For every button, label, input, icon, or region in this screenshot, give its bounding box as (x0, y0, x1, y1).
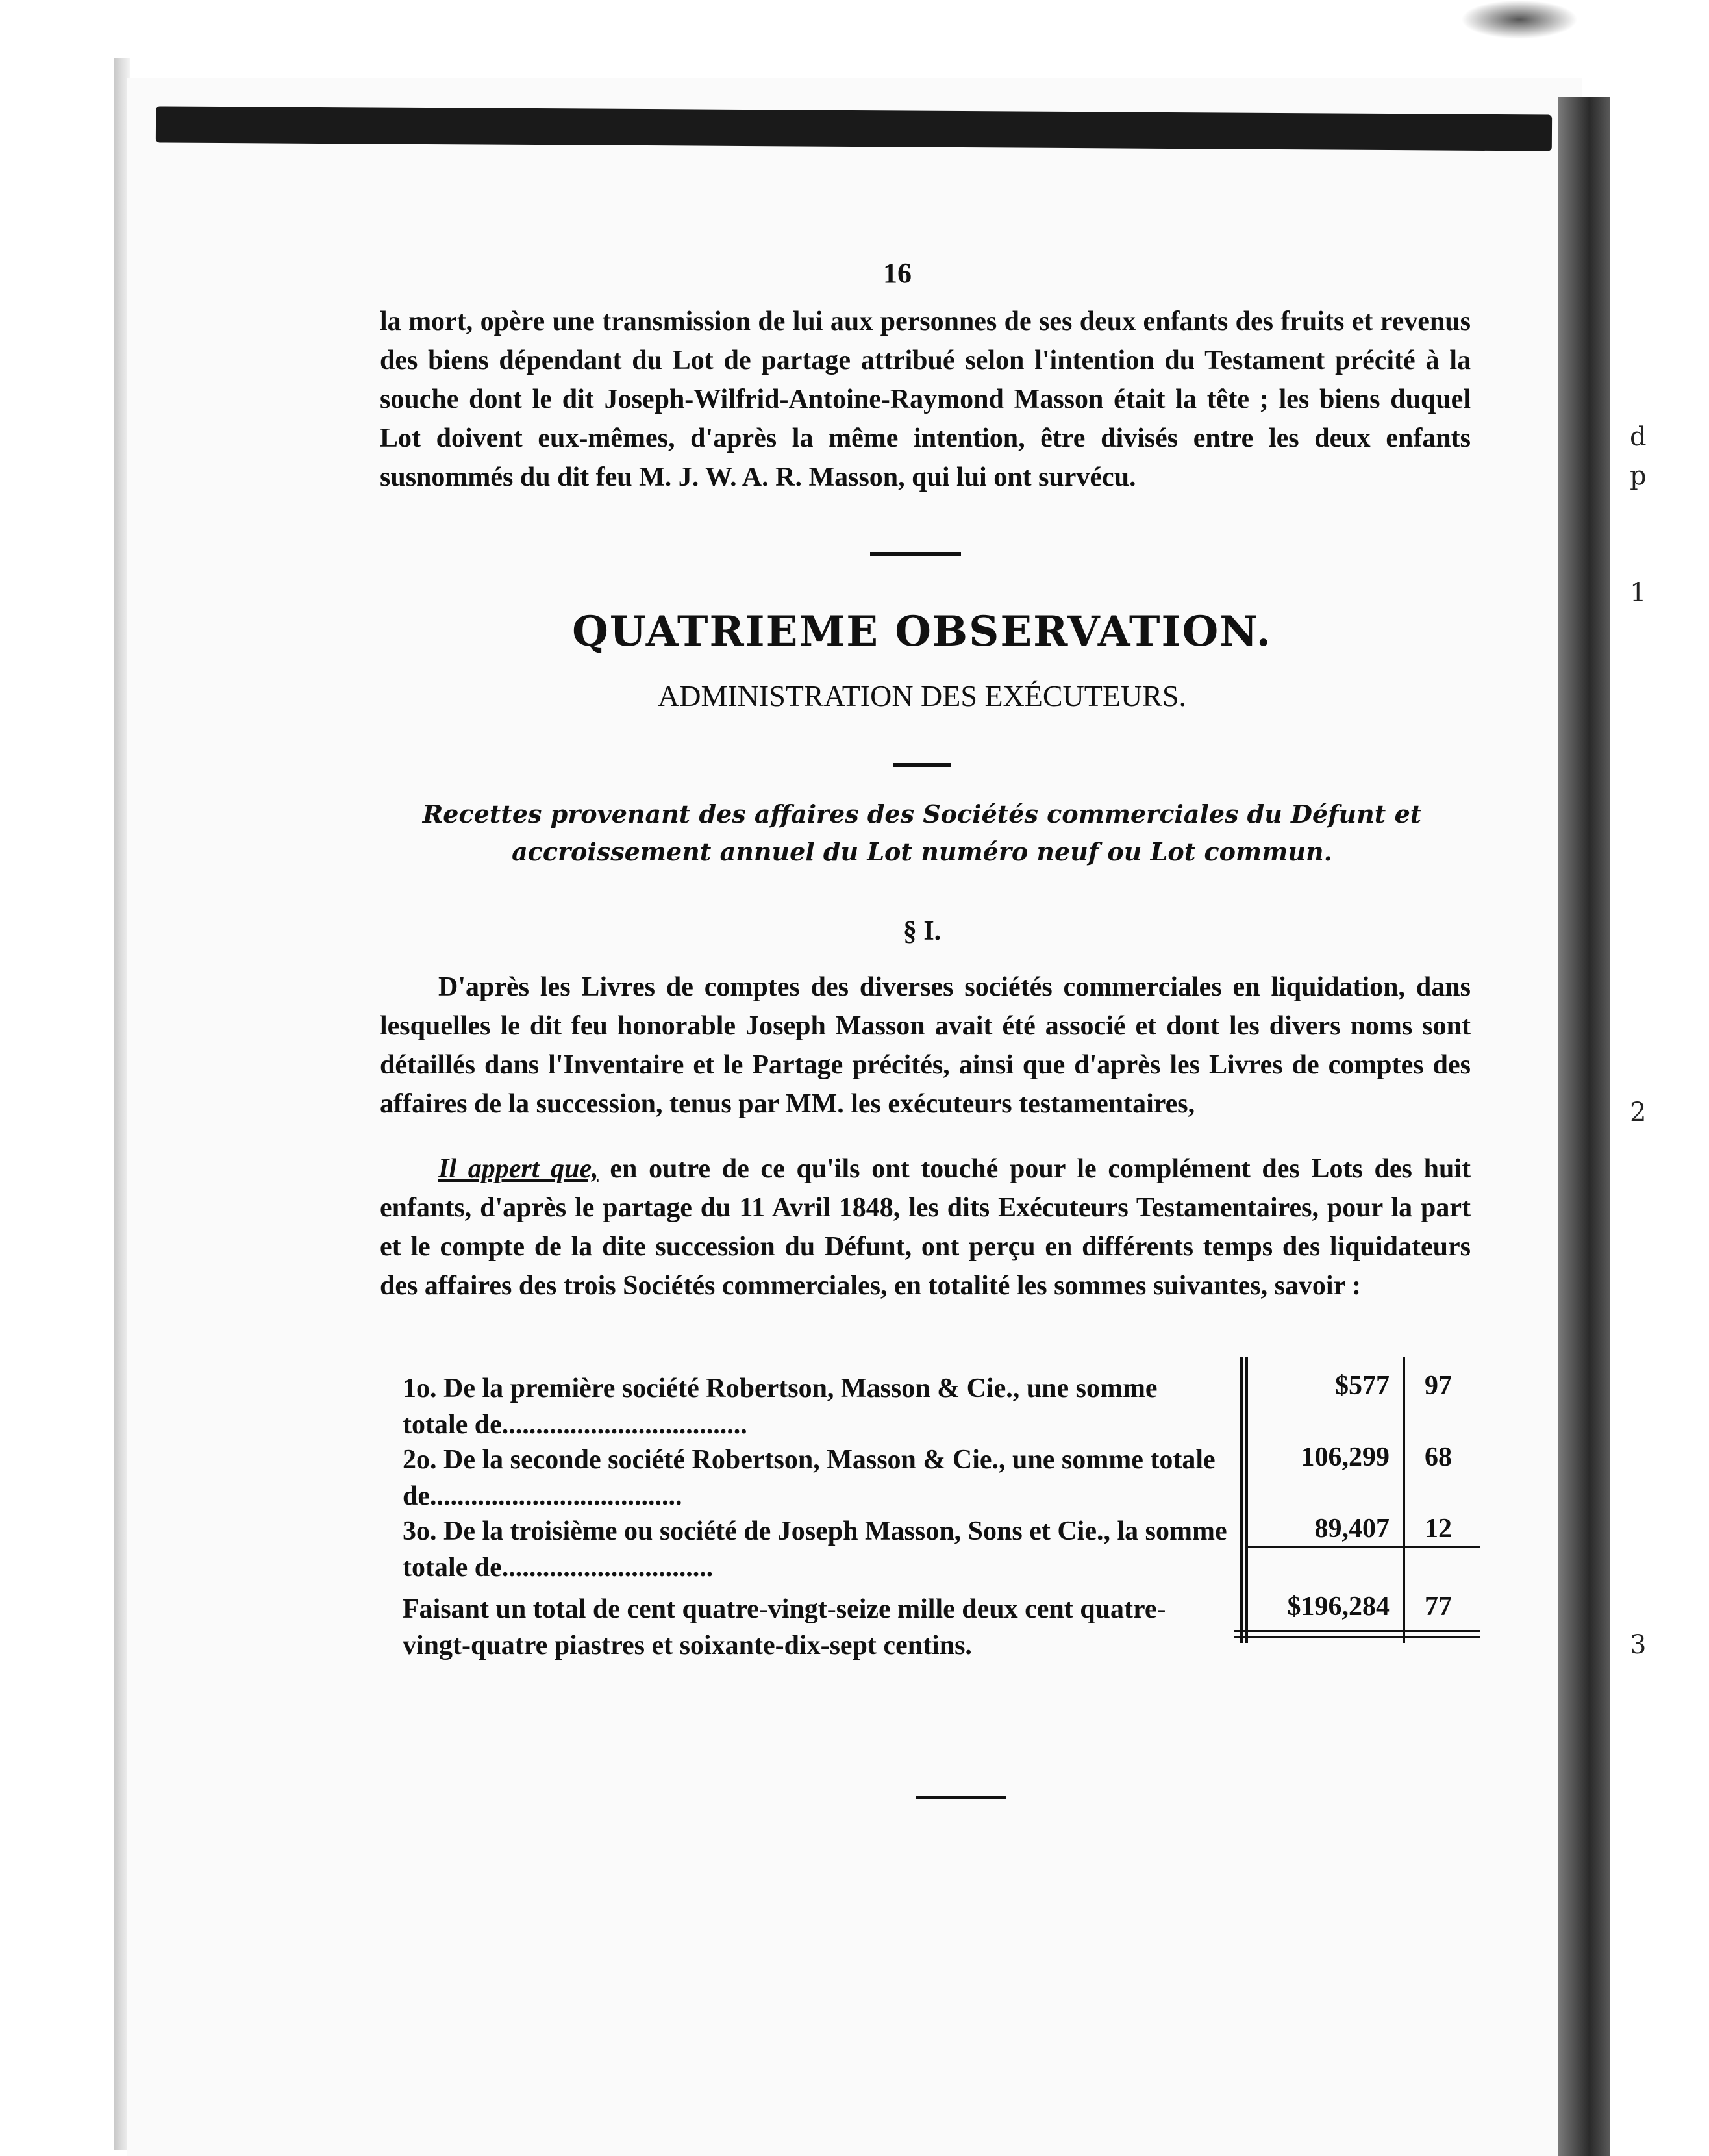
paragraph-body: en outre de ce qu'ils ont touché pour le complément des Lots des huit enfants, d'après le partage du 11 Avril 1848, les dits Exécuteurs Testamentaires, pour la part et le compte de la dite succession du Défunt, ont perçu en différents temps des liquidateurs des affaires des trois Sociétés commerciales, en totalité les sommes suivantes, savoir : (380, 1154, 1471, 1301)
paragraph-books: D'après les Livres de comptes des diverses sociétés commerciales en liquidation, dans lesquelles le dit feu honorable Joseph Masson avait été associé et dont les divers noms sont détaillés dans l'Inventaire et le Partage précités, ainsi que d'après les Livres de comptes des affaires de la succession, tenus par MM. les exécuteurs testamentaires, (380, 972, 1471, 1119)
row-dollars: 106,299 (1301, 1442, 1390, 1472)
row-cents: 97 (1425, 1371, 1452, 1401)
section-mark: § I. (903, 916, 942, 946)
separator-rule (893, 763, 951, 767)
total-dollars: $196,284 (1287, 1592, 1390, 1622)
next-page-letter: 2 (1630, 1097, 1647, 1127)
row-description: 1o. De la première société Robertson, Masson & Cie., une somme totale de.................................... (403, 1373, 1158, 1440)
paragraph-receipts (380, 1149, 1471, 1305)
column-rule (1245, 1357, 1248, 1643)
row-description: 2o. De la seconde société Robertson, Masson & Cie., une somme totale de..................................... (403, 1445, 1216, 1511)
paragraph-lead: Il appert que, (438, 1154, 599, 1184)
column-rule (1240, 1357, 1243, 1643)
column-rule (1403, 1357, 1405, 1643)
ink-blot (1461, 0, 1578, 39)
intro-paragraph: la mort, opère une transmission de lui aux personnes de ses deux enfants des fruits et revenus des biens dépendant du Lot de partage attribué selon l'intention du Testament précité à la souche dont le dit Joseph-Wilfrid-Antoine-Raymond Masson était la tête ; les biens duquel Lot doivent eux-mêmes, d'après la même intention, être divisés entre les deux enfants susnommés du dit feu M. J. W. A. R. Masson, qui lui ont survécu. (380, 307, 1471, 492)
receipts-subtitle: Recettes provenant des affaires des Sociétés commerciales du Défunt et accroissement annuel du Lot numéro neuf ou Lot commun. (422, 799, 1422, 866)
section-heading: QUATRIEME OBSERVATION. (572, 607, 1272, 656)
book-spine-shadow (1558, 97, 1610, 2156)
next-page-letter: 1 (1630, 578, 1647, 608)
next-page-letter: d (1630, 422, 1647, 452)
row-cents: 12 (1425, 1514, 1452, 1544)
section-subheading: ADMINISTRATION DES EXÉCUTEURS. (658, 679, 1186, 712)
row-cents: 68 (1425, 1442, 1452, 1472)
row-dollars: $577 (1335, 1371, 1390, 1401)
separator-rule (916, 1796, 1006, 1799)
next-page-fragment (1610, 84, 1709, 2156)
page-number: 16 (883, 257, 912, 289)
next-page-letter: 3 (1630, 1630, 1647, 1660)
separator-rule (870, 552, 961, 556)
subtotal-rule (1247, 1546, 1480, 1548)
total-cents: 77 (1425, 1592, 1452, 1622)
row-dollars: 89,407 (1314, 1514, 1390, 1544)
total-double-rule (1234, 1630, 1480, 1632)
row-description: 3o. De la troisième ou société de Joseph Masson, Sons et Cie., la somme totale de............................... (403, 1516, 1227, 1583)
total-description: Faisant un total de cent quatre-vingt-seize mille deux cent quatre-vingt-quatre piastres et soixante-dix-sept centins. (403, 1594, 1166, 1661)
total-double-rule (1234, 1636, 1480, 1638)
next-page-letter: p (1630, 461, 1647, 491)
